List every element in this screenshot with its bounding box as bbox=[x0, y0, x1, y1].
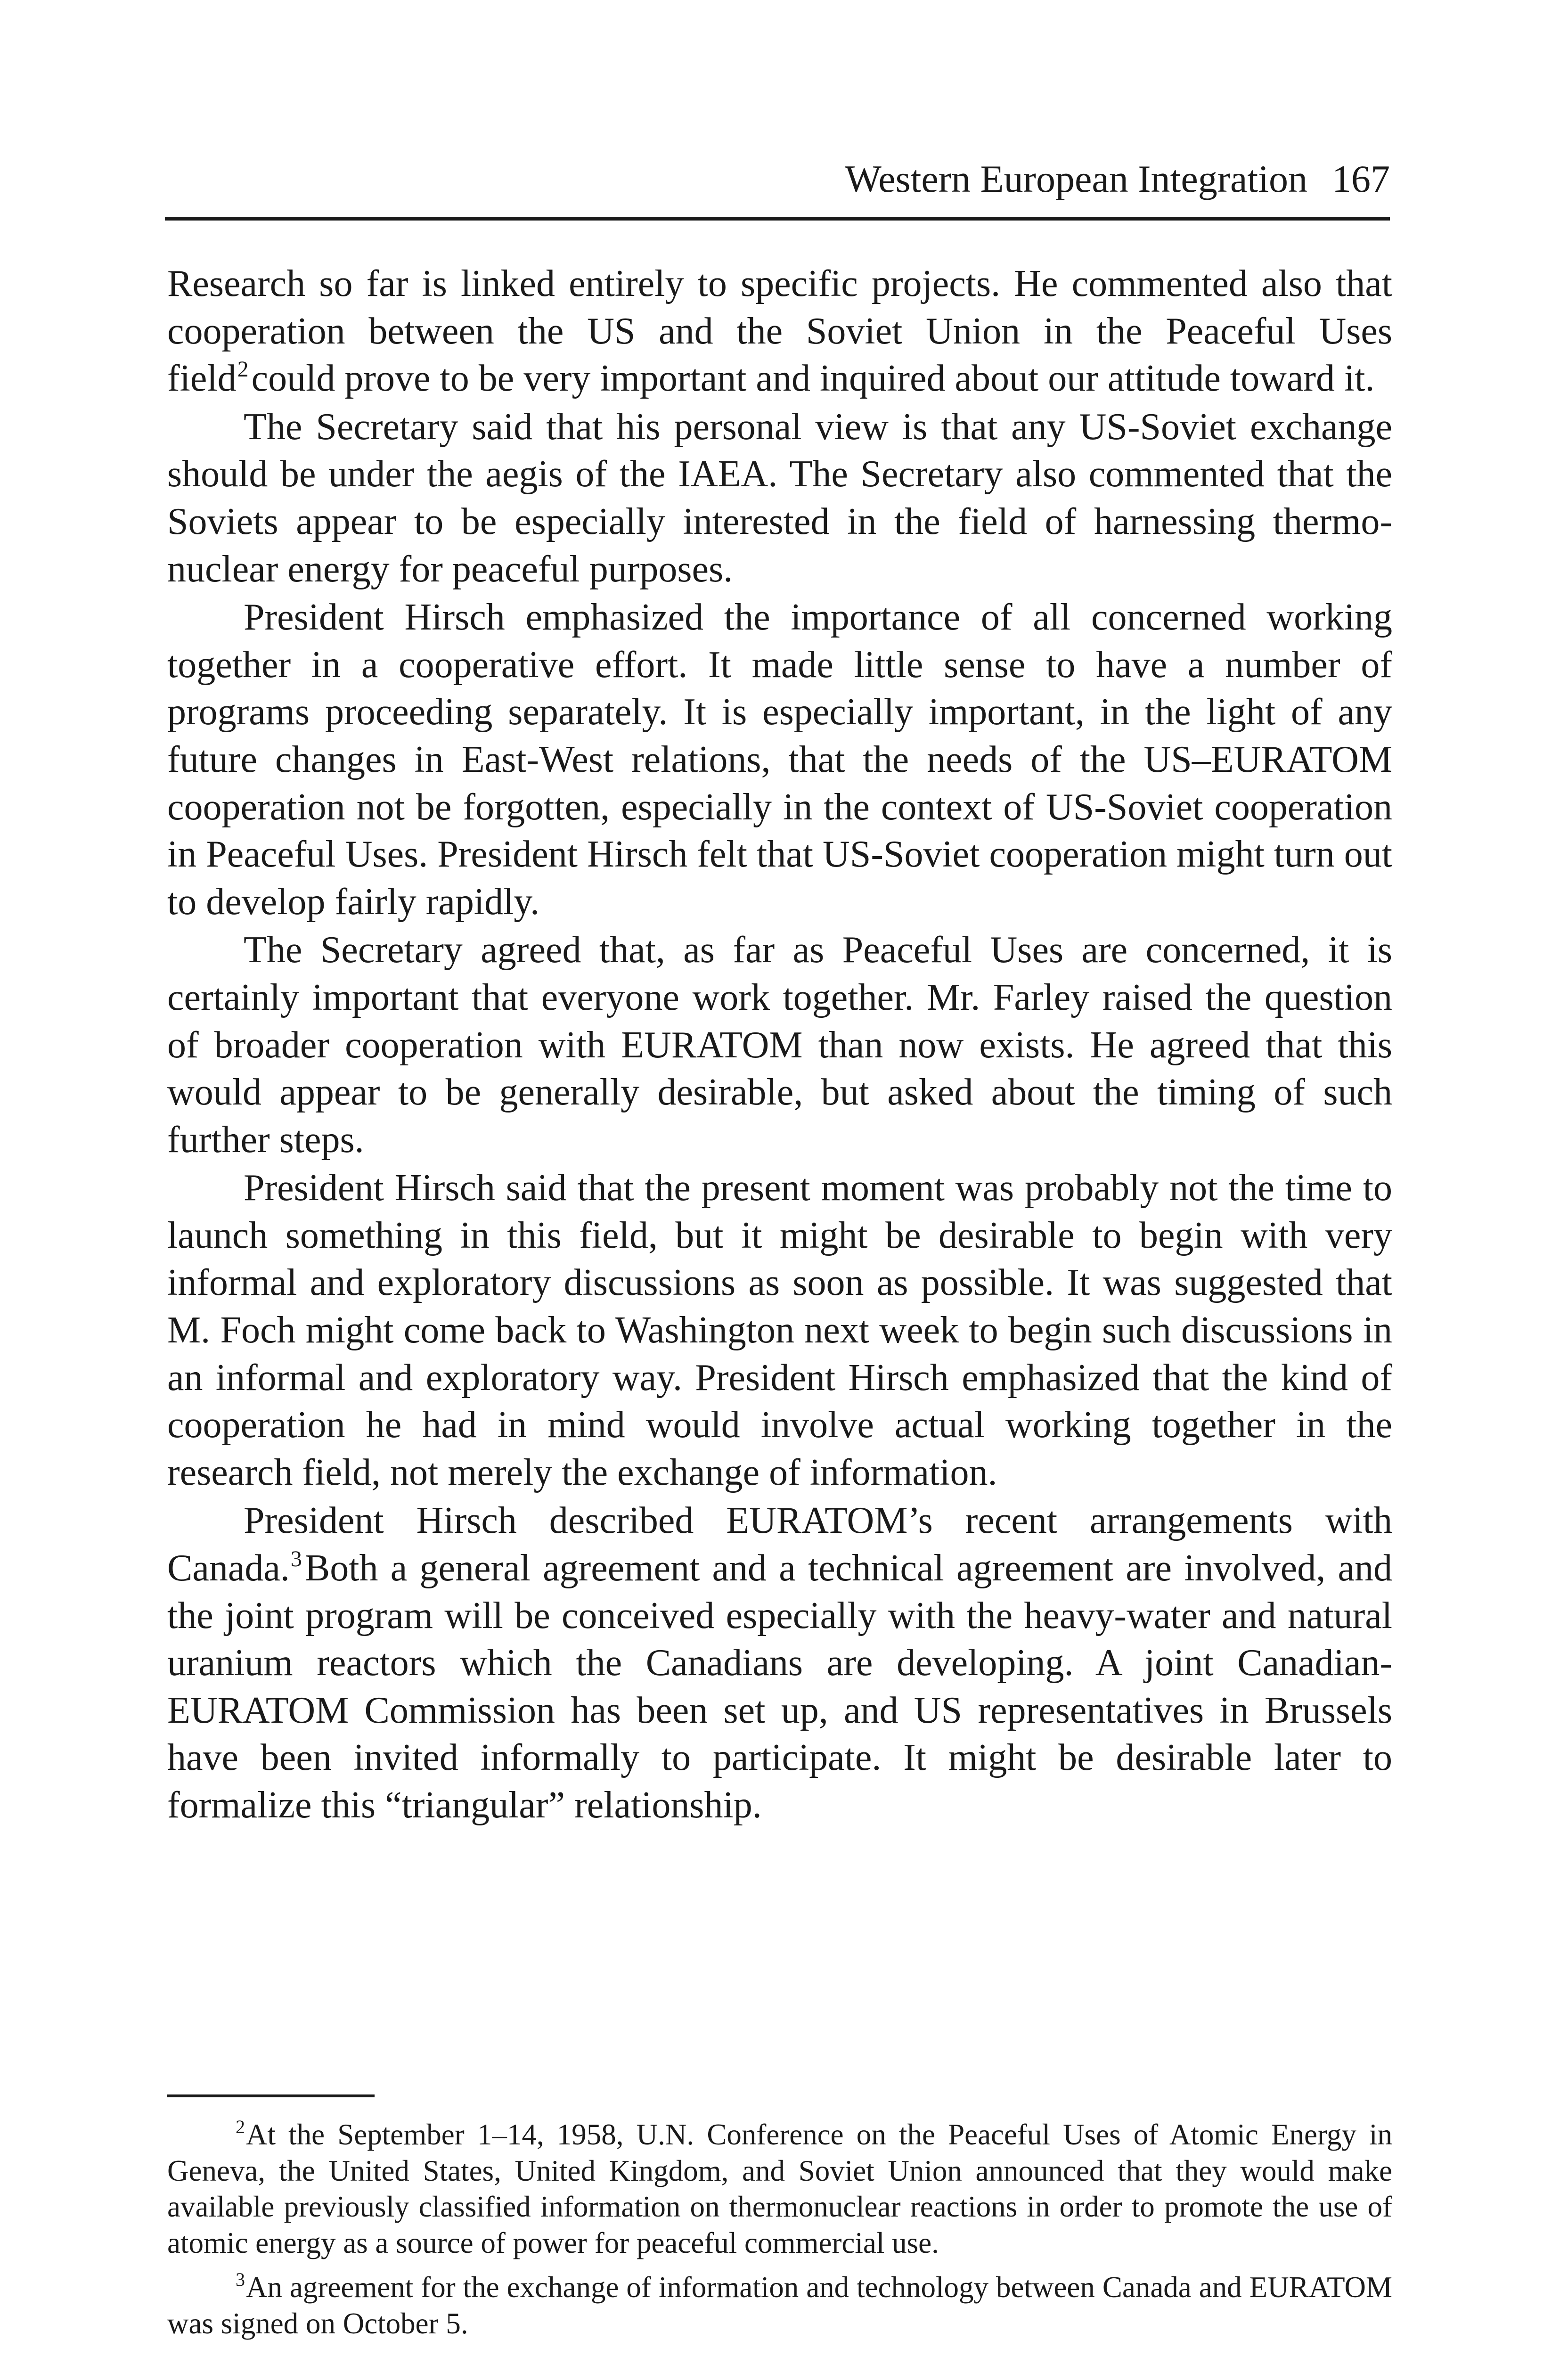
paragraph-3: President Hirsch emphasized the importance of all concerned working together in a cooperative effort. It made little sense to have a number of programs proceeding separately. It is especially important, in the light of any future changes in East-West relations, that the needs of the US–EURATOM cooperation not be forgotten, especially in the context of US-Soviet cooperation in Peaceful Uses. President Hirsch felt that US-Soviet cooperation might turn out to develop fairly rapidly. bbox=[167, 597, 1392, 923]
footnote-rule bbox=[167, 2094, 375, 2097]
paragraph-6 bbox=[167, 1497, 1392, 1829]
paragraph-1-text-a: Research so far is linked entirely to specific projects. He commented also that cooperation between the US and the Soviet Union in the Peaceful Uses field bbox=[167, 263, 1392, 400]
paragraph-1-text-b: could prove to be very important and inquired about our attitude toward it. bbox=[251, 358, 1375, 400]
paragraph-6-text-b: Both a general agreement and a technical agreement are involved, and the joint program will be conceived especially with the heavy-water and natural uranium reactors which the Canadians are developing. A joint Canadian-EURATOM Commission has been set up, and US representatives in Brussels have been invited informally to participate. It might be desirable later to formalize this “triangular” relationship. bbox=[167, 1547, 1392, 1826]
footnote-text: At the September 1–14, 1958, U.N. Conference on the Peaceful Uses of Atomic Energy in Geneva, the United States, United Kingdom, and Soviet Union announced that they would make available previously classified information on thermonuclear reactions in order to promote the use of atomic energy as a source of power for peaceful commercial use. bbox=[167, 2118, 1392, 2259]
header-rule bbox=[165, 217, 1390, 221]
paragraph-4: The Secretary agreed that, as far as Peaceful Uses are concerned, it is certainly important that everyone work together. Mr. Farley raised the question of broader cooperation with EURATOM than now exists. He agreed that this would appear to be generally desirable, but asked about the timing of such further steps. bbox=[167, 929, 1392, 1161]
running-head-title: Western European Integration bbox=[845, 157, 1307, 200]
running-head bbox=[165, 155, 1390, 203]
paragraph-6-text-a: President Hirsch described EURATOM’s recent arrangements with Canada. bbox=[167, 1500, 1392, 1589]
footnote-mark: 3 bbox=[236, 2269, 245, 2290]
footnote-3 bbox=[167, 2269, 1392, 2341]
footnotes bbox=[167, 2117, 1392, 2350]
paragraph-2: The Secretary said that his personal view is that any US-Soviet exchange should be under the aegis of the IAEA. The Secretary also commented that the Soviets appear to be especially interested in the field of harnessing thermo-nuclear energy for peaceful purposes. bbox=[167, 406, 1392, 590]
page-number: 167 bbox=[1332, 157, 1390, 200]
footnote-2 bbox=[167, 2117, 1392, 2261]
paragraph-1 bbox=[167, 260, 1392, 402]
footnote-reference-3: 3 bbox=[290, 1546, 302, 1572]
body-text bbox=[167, 260, 1392, 1830]
footnote-mark: 2 bbox=[236, 2116, 245, 2137]
footnote-text: An agreement for the exchange of information and technology between Canada and EURATOM was signed on October 5. bbox=[167, 2271, 1392, 2340]
footnote-reference-2: 2 bbox=[237, 357, 249, 382]
paragraph-5: President Hirsch said that the present moment was probably not the time to launch something in this field, but it might be desirable to begin with very informal and exploratory discussions as soon as possible. It was suggested that M. Foch might come back to Washington next week to begin such discussions in an informal and exploratory way. President Hirsch emphasized that the kind of cooperation he had in mind would involve actual working together in the research field, not merely the exchange of information. bbox=[167, 1167, 1392, 1493]
